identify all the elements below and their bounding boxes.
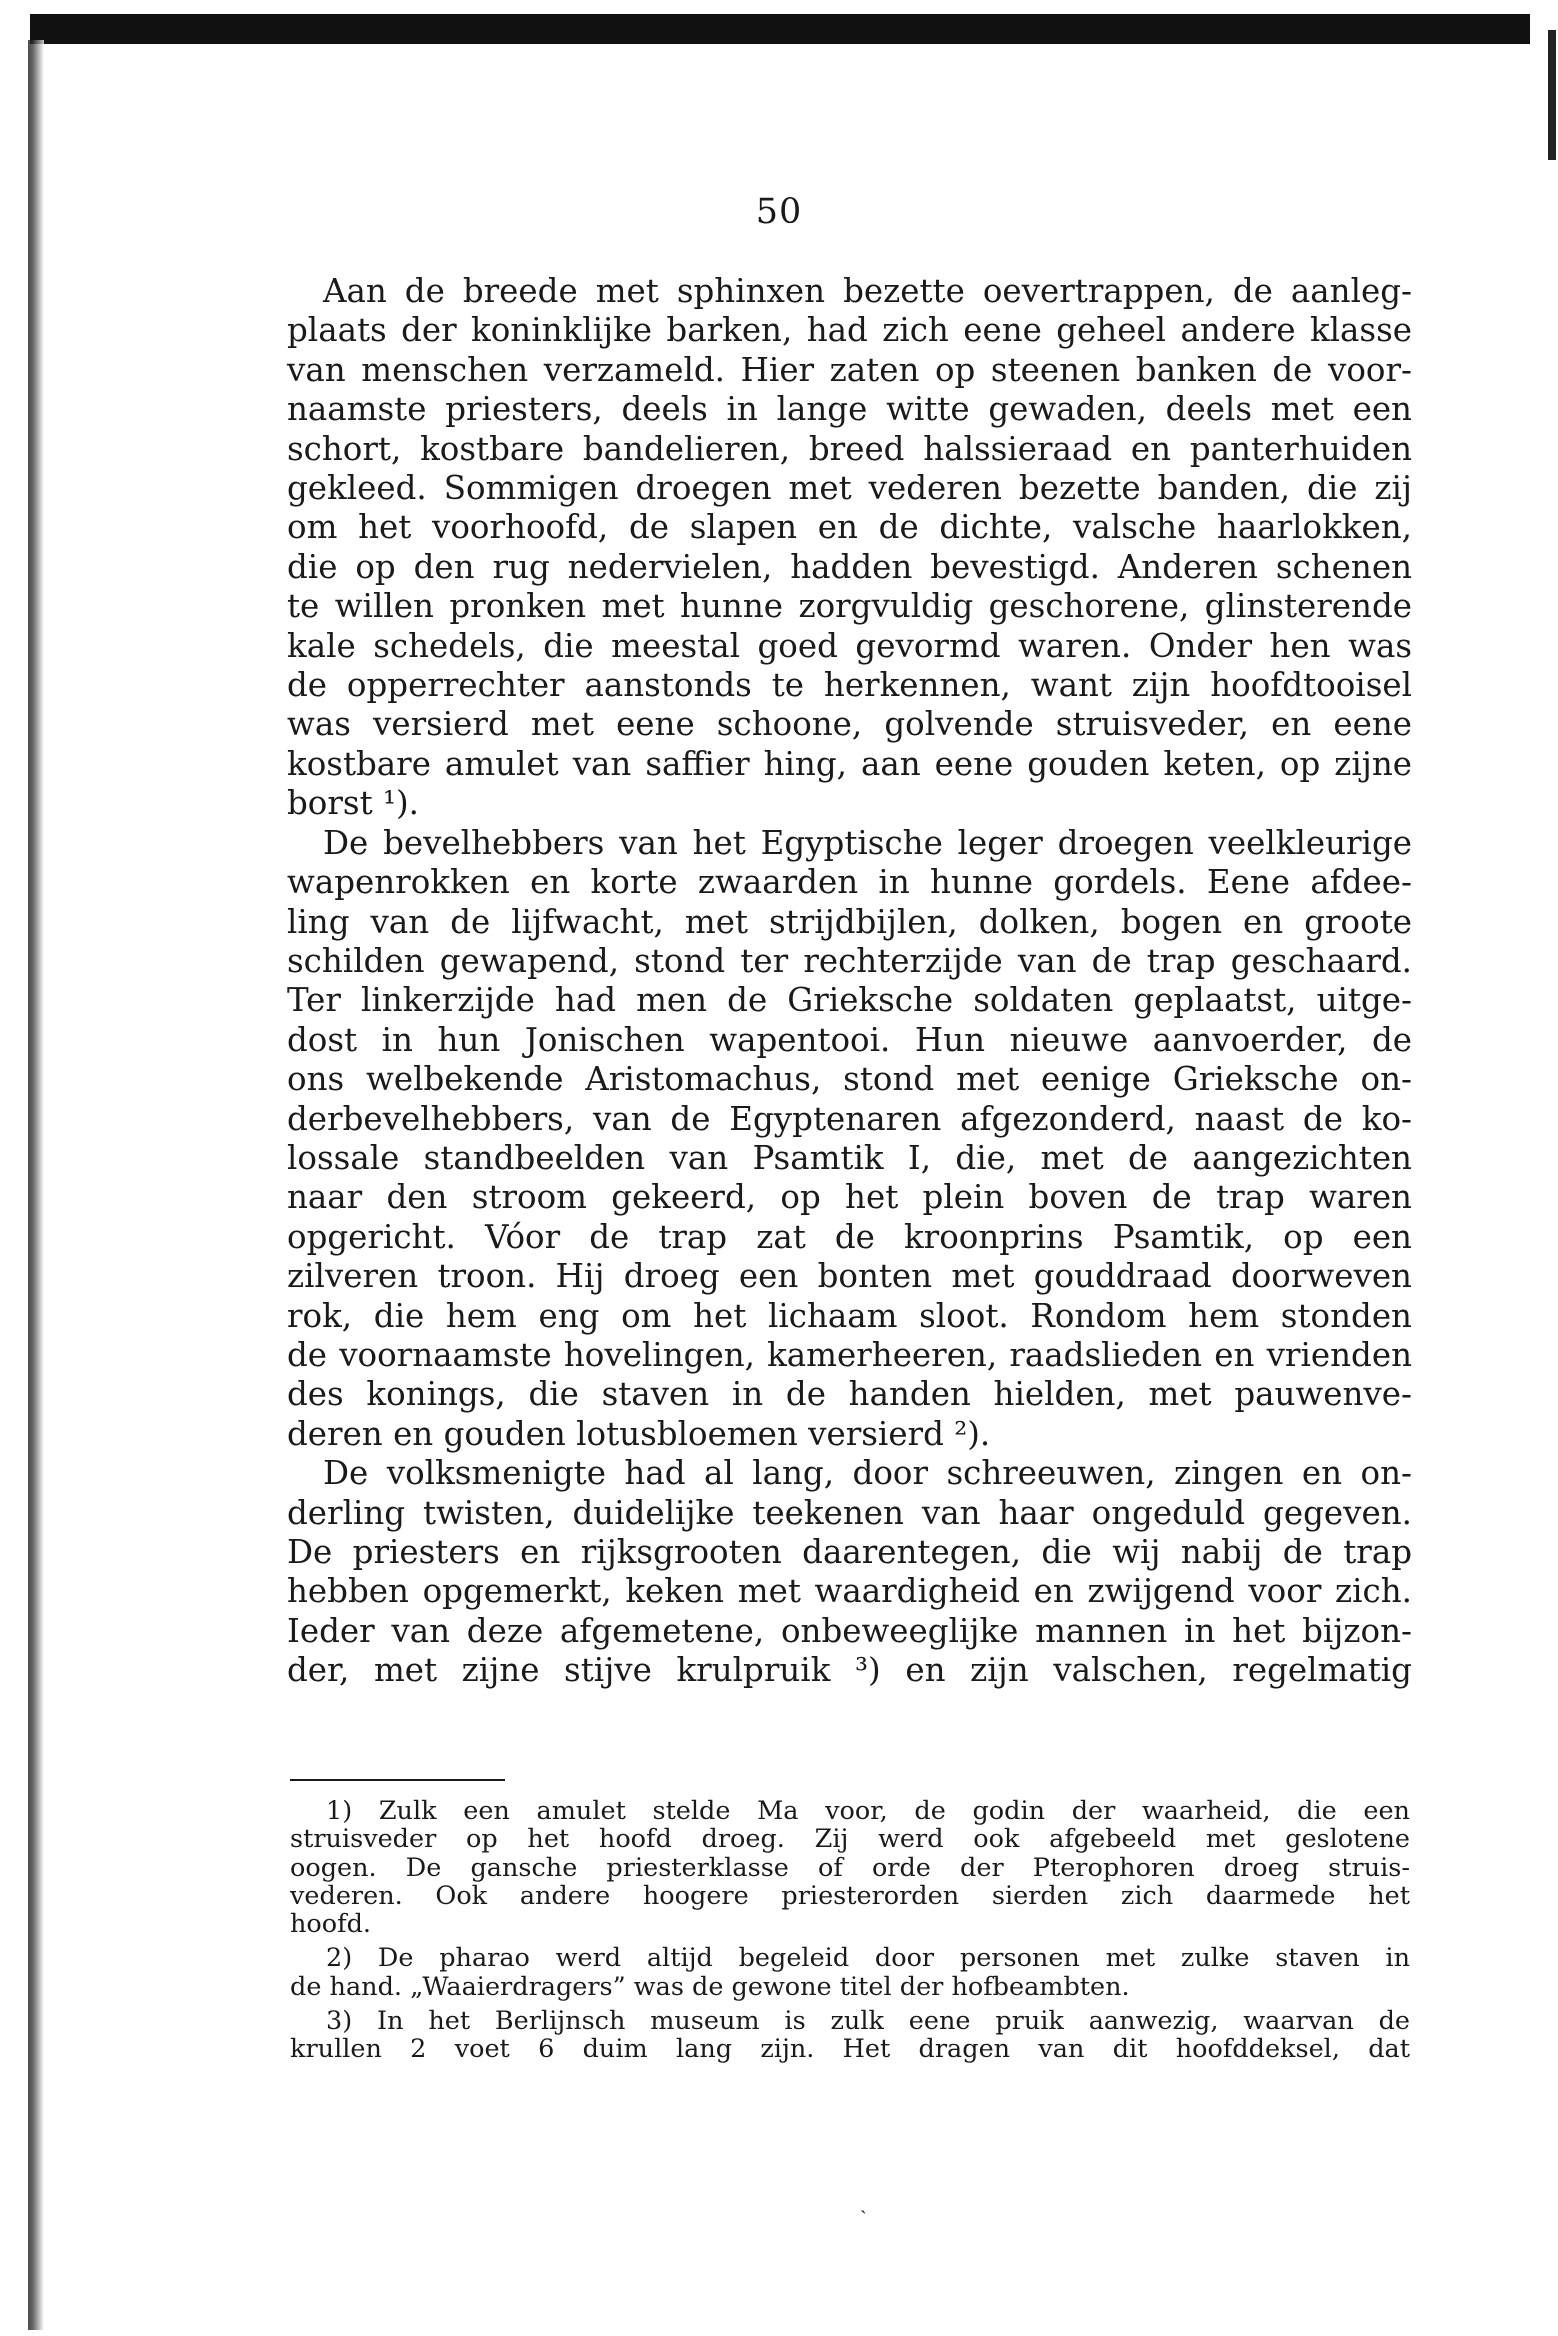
text-line: de opperrechter aanstonds te herkennen, want zijn hoofdtooisel <box>287 666 1412 705</box>
footnote-line: 2) De pharao werd altijd begeleid door personen met zulke staven in <box>326 1943 1410 1974</box>
text-line: naar den stroom gekeerd, op het plein boven de trap waren <box>287 1178 1412 1217</box>
footnote-2 <box>290 1944 1410 2001</box>
text-line: deren en gouden lotusbloemen versierd ²). <box>287 1414 991 1453</box>
text-line: derling twisten, duidelijke teekenen van haar ongeduld gegeven. <box>287 1493 1412 1532</box>
text-line: dost in hun Jonischen wapentooi. Hun nieuwe aanvoerder, de <box>287 1020 1412 1059</box>
text-line: plaats der koninklijke barken, had zich eene geheel andere klasse <box>287 311 1412 350</box>
footnote-1 <box>290 1797 1410 1938</box>
scan-right-edge <box>1548 30 1556 160</box>
text-line: De priesters en rijksgrooten daarentegen, die wij nabij de trap <box>287 1533 1412 1571</box>
text-line: Ieder van deze afgemetene, onbeweeglijke mannen in het bijzon- <box>287 1611 1412 1650</box>
text-line: De bevelhebbers van het Egyptische leger droegen veelkleurige <box>323 823 1412 862</box>
text-line: van menschen verzameld. Hier zaten op steenen banken de voor- <box>287 350 1412 389</box>
text-line: lossale standbeelden van Psamtik I, die, met de aangezichten <box>287 1138 1412 1177</box>
text-line: ling van de lijfwacht, met strijdbijlen, dolken, bogen en groote <box>287 902 1412 941</box>
text-line: om het voorhoofd, de slapen en de dichte, valsche haarlokken, <box>287 508 1412 547</box>
text-line: naamste priesters, deels in lange witte gewaden, deels met een <box>287 390 1412 429</box>
text-line: wapenrokken en korte zwaarden in hunne gordels. Eene afdee- <box>287 863 1412 902</box>
text-line: ons welbekende Aristomachus, stond met eenige Grieksche on- <box>287 1060 1412 1099</box>
footnote-line: oogen. De gansche priesterklasse of orde der Pterophoren droeg struis- <box>290 1852 1410 1883</box>
text-line: te willen pronken met hunne zorgvuldig geschorene, glinsterende <box>287 587 1412 626</box>
text-line: kale schedels, die meestal goed gevormd waren. Onder hen was <box>287 626 1412 665</box>
body-text <box>287 272 1412 1691</box>
footnote-line: hoofd. <box>290 1909 371 1940</box>
text-line: was versierd met eene schoone, golvende struisveder, en eene <box>287 705 1412 744</box>
footnotes <box>290 1797 1410 2064</box>
text-line: hebben opgemerkt, keken met waardigheid en zwijgend voor zich. <box>287 1572 1412 1611</box>
paragraph-2 <box>287 824 1412 1455</box>
paragraph-3 <box>287 1454 1412 1690</box>
text-line: derbevelhebbers, van de Egyptenaren afgezonderd, naast de ko- <box>287 1099 1412 1138</box>
text-line: der, met zijne stijve krulpruik ³) en zijn valschen, regelmatig <box>287 1651 1412 1690</box>
text-line: kostbare amulet van saffier hing, aan eene gouden keten, op zijne <box>287 744 1412 783</box>
text-line: zilveren troon. Hij droeg een bonten met gouddraad doorweven <box>287 1257 1412 1296</box>
text-line: rok, die hem eng om het lichaam sloot. Rondom hem stonden <box>287 1296 1412 1335</box>
text-line: des konings, die staven in de handen hielden, met pauwenve- <box>287 1375 1412 1414</box>
text-line: opgericht. Vóor de trap zat de kroonprins Psamtik, op een <box>287 1217 1412 1256</box>
paragraph-1 <box>287 272 1412 824</box>
scan-top-border <box>30 14 1530 44</box>
footnote-line: struisveder op het hoofd droeg. Zij werd ook afgebeeld met geslotene <box>290 1824 1410 1855</box>
footnote-line: 3) In het Berlijnsch museum is zulk eene pruik aanwezig, waarvan de <box>326 2006 1410 2037</box>
text-line: De volksmenigte had al lang, door schreeuwen, zingen en on- <box>323 1454 1412 1493</box>
page-number: 50 <box>755 192 803 232</box>
footnote-line: krullen 2 voet 6 duim lang zijn. Het dragen van dit hoofddeksel, dat <box>290 2034 1410 2065</box>
text-line: die op den rug nedervielen, hadden bevestigd. Anderen schenen <box>287 547 1412 586</box>
text-line: gekleed. Sommigen droegen met vederen bezette banden, die zij <box>287 469 1412 508</box>
text-line: schort, kostbare bandelieren, breed halssieraad en panterhuiden <box>287 429 1412 468</box>
footnote-line: 1) Zulk een amulet stelde Ma voor, de godin der waarheid, die een <box>326 1796 1410 1826</box>
text-line: Ter linkerzijde had men de Grieksche soldaten geplaatst, uitge- <box>287 981 1412 1020</box>
footnote-line: vederen. Ook andere hoogere priesterorden sierden zich daarmede het <box>290 1880 1410 1911</box>
footnote-line: de hand. „Waaierdragers” was de gewone titel der hofbeambten. <box>290 1971 1130 2002</box>
footnote-divider <box>290 1779 505 1781</box>
text-line: schilden gewapend, stond ter rechterzijde van de trap geschaard. <box>287 941 1412 980</box>
text-line: de voornaamste hovelingen, kamerheeren, raadslieden en vrienden <box>287 1335 1412 1374</box>
print-mark: ˎ <box>860 2190 867 2214</box>
text-line: Aan de breede met sphinxen bezette oevertrappen, de aanleg- <box>323 272 1412 310</box>
footnote-3 <box>290 2007 1410 2064</box>
scan-left-edge <box>28 40 44 2330</box>
text-line: borst ¹). <box>287 784 420 823</box>
